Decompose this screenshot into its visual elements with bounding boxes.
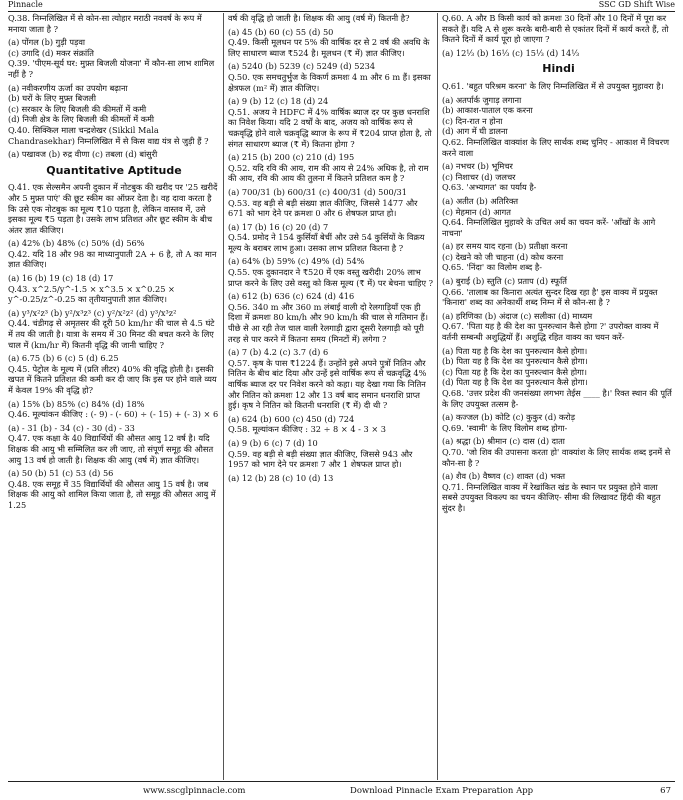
question-text: Q.51. अजय ने HDFC में 4% वार्षिक ब्याज दर पर कुछ धनराशि का निवेश किया। यदि 2 वर्षों के बाद, अजय को वार्षिक रूप से चक्रवृद्धि होने वाले चक्रवृद्धि ब्याज के रूप में ₹204 प्राप्त होता है, तो संगत साधारण ब्याज (₹ में) कितना होगा ? bbox=[228, 106, 432, 149]
answer-options: (a) 12⅓ (b) 16⅓ (c) 15⅓ (d) 14⅓ bbox=[442, 47, 580, 58]
answer-options: (a) 6.75 (b) 6 (c) 5 (d) 6.25 bbox=[8, 353, 119, 364]
answer-options: (d) पिता यह है कि देश का पुनरुत्थान कैसे होगा। bbox=[442, 377, 588, 388]
page-header bbox=[8, 0, 675, 10]
question-text: Q.45. पेट्रोल के मूल्य में (प्रति लीटर) 40% की वृद्धि होती है। इसकी खपत में कितने प्रतिशत की कमी कर दी जाए कि इस पर होने वाले व्यय में केवल 19% की वृद्धि हो? bbox=[8, 363, 217, 395]
question-text: Q.62. निम्नलिखित वाक्यांश के लिए सार्थक शब्द चुनिए - आकाश में विचरण करने वाला bbox=[442, 136, 670, 158]
answer-options: (b) घरों के लिए मुफ़्त बिजली bbox=[8, 93, 96, 104]
question-text: Q.61. 'बहुत परिश्रम करना' के लिए निम्नलिखित में से उपयुक्त मुहावरा है। bbox=[442, 80, 664, 91]
answer-options: (a) 16 (b) 19 (c) 18 (d) 17 bbox=[8, 273, 114, 284]
answer-options: (a) 15% (b) 85% (c) 84% (d) 18% bbox=[8, 398, 145, 409]
answer-options: (a) नवीकरणीय ऊर्जा का उपयोग बढ़ाना bbox=[8, 82, 128, 93]
answer-options: (d) निजी क्षेत्र के लिए बिजली की कीमतों में कमी bbox=[8, 114, 155, 125]
question-text: Q.47. एक कक्षा के 40 विद्यार्थियों की औसत आयु 12 वर्ष है। यदि शिक्षक की आयु भी सम्मिलित कर ली जाए, तो संपूर्ण समूह की औसत आयु 13 वर्ष हो जाती है। शिक्षक की आयु (वर्ष में) ज्ञात कीजिए। bbox=[8, 433, 214, 465]
answer-options: (a) 42% (b) 48% (c) 50% (d) 56% bbox=[8, 238, 145, 249]
answer-options: (c) निशाचर (d) जलचर bbox=[442, 171, 516, 182]
question-text: Q.40. सिक्किल माला चन्द्रशेखर (Sikkil Mala Chandrasekhar) निम्नलिखित में से किस वाद्य यंत्र से जुड़ी हैं ? bbox=[8, 124, 209, 146]
answer-options: (a) पिता यह है कि देश का पुनरुत्थान कैसे होगा। bbox=[442, 345, 588, 356]
answer-options: (a) श्रद्धा (b) श्रीमान (c) दास (d) दाता bbox=[442, 436, 565, 447]
header-subtitle: SSC GD Shift Wise bbox=[598, 0, 675, 9]
answer-options: (a) 215 (b) 200 (c) 210 (d) 195 bbox=[228, 152, 355, 163]
answer-options: (b) आकाश-पाताल एक करना bbox=[442, 105, 533, 116]
header-brand: Pinnacle bbox=[8, 0, 43, 9]
answer-options: (a) पोंगल (b) गुड़ी पड़वा bbox=[8, 37, 86, 48]
question-text: Q.44. चंडीगढ़ से अमृतसर की दूरी 50 km/hr की चाल से 4.5 घंटे में तय की जाती है। यात्रा के समय में 30 मिनट की बचत करने के लिए चाल में (km/hr में) कितनी वृद्धि की जानी चाहिए ? bbox=[8, 318, 215, 350]
answer-options: (d) आग में घी डालना bbox=[442, 126, 508, 137]
question-text: Q.49. किसी मूलधन पर 5% की वार्षिक दर से 2 वर्ष की अवधि के लिए साधारण ब्याज ₹524 है। मूलधन (₹ में) ज्ञात कीजिए। bbox=[228, 37, 430, 58]
answer-options: (a) 624 (b) 600 (c) 450 (d) 724 bbox=[228, 413, 355, 424]
answer-options: (a) 50 (b) 51 (c) 53 (d) 56 bbox=[8, 468, 114, 479]
question-text: Q.63. 'अभ्यागत' का पर्याय है- bbox=[442, 182, 537, 193]
answer-options: (a) 612 (b) 636 (c) 624 (d) 416 bbox=[228, 291, 355, 302]
answer-options: (a) हर समय याद रहना (b) प्रतीक्षा करना bbox=[442, 241, 568, 252]
question-text: Q.70. 'जो शिव की उपासना करता हो' वाक्यांश के लिए सार्थक शब्द इनमें से कौन-सा है ? bbox=[442, 446, 671, 468]
answer-options: (c) देखने को जी चाहना (d) कोध करना bbox=[442, 251, 564, 262]
question-text: Q.46. मूल्यांकन कीजिए : (- 9) - (- 60) ÷ (- 15) + (- 3) × 6 bbox=[8, 409, 219, 420]
answer-options: (c) पिता यह है कि देश का पुनरुत्थान कैसे होगा। bbox=[442, 366, 587, 377]
page-footer bbox=[8, 781, 675, 800]
footer-website[interactable]: www.sscglpinnacle.com bbox=[143, 786, 246, 796]
question-text: Q.42. यदि 18 और 98 का माध्यानुपाती 2A + 6 है, तो A का मान ज्ञात कीजिए। bbox=[8, 248, 217, 270]
question-text: Q.71. निम्नलिखित वाक्य में रेखांकित खंड के स्थान पर प्रयुक्त होने वाला सबसे उपयुक्त विकल्प का चयन कीजिए- सीमा की लिखावट हिंदी की बहुत सुंदर है। bbox=[442, 481, 661, 513]
column-middle bbox=[228, 13, 434, 780]
question-text: Q.54. प्रमोद ने 154 कुर्सियाँ बेचीं और उसे 54 कुर्सियों के विक्रय मूल्य के बराबर लाभ हुआ। उसका लाभ प्रतिशत कितना है ? bbox=[228, 232, 425, 253]
footer-app-note: Download Pinnacle Exam Preparation App bbox=[350, 786, 534, 796]
question-text: Q.60. A और B किसी कार्य को क्रमशः 30 दिनों और 10 दिनों में पूरा कर सकते हैं। यदि A से शुरू करके बारी-बारी से एकांतर दिनों में कार्य करते हैं, तो कितने दिनों में कार्य पूरा हो जाएगा ? bbox=[442, 13, 669, 45]
answer-options: (c) मेहमान (d) आगत bbox=[442, 206, 511, 217]
column-left bbox=[8, 13, 220, 780]
question-text: Q.48. एक समूह में 35 विद्यार्थियों की औसत आयु 15 वर्ष है। जब शिक्षक की आयु को शामिल किया जाता है, तो समूह की औसत आयु में 1.25 bbox=[8, 478, 216, 510]
question-text: Q.59. वह बड़ी से बड़ी संख्या ज्ञात कीजिए, जिससे 943 और 1957 को भाग देने पर क्रमशः 7 और 1 शेषफल प्राप्त हो। bbox=[228, 448, 413, 470]
answer-options: (a) कज्जल (b) कोटि (c) कुकुर (d) करोड़ bbox=[442, 412, 576, 423]
section-heading: Quantitative Aptitude bbox=[46, 163, 182, 177]
question-text: Q.39. 'पीएम-सूर्य घर: मुफ़्त बिजली योजना' में कौन-सा लाभ शामिल नहीं है ? bbox=[8, 58, 215, 79]
question-text: Q.57. कृष के पास ₹1224 हैं। उन्होंने इसे अपने पुत्रों नितिन और नितिन के बीच बांट दिया और उन्हें इसे वार्षिक रूप से चक्रवृद्धि 4% वार्षिक ब्याज दर पर निवेश करने को कहा। यह देखा गया कि नितिन और नितिन को क्रमशः 12 और 13 वर्ष बाद समान धनराशि प्राप्त हुई। कृष ने नितिन को कितनी धनराशि (₹ में) दी थी ? bbox=[228, 357, 427, 411]
answer-options: (a) बुराई (b) स्तुति (c) प्रताप (d) स्फूर्ति bbox=[442, 276, 567, 287]
question-text: Q.67. 'पिता यह है की देश का पुनरुत्थान कैसे होगा ?' उपरोक्त वाक्य में वर्तनी सम्बन्धी अशुद्धियों हैं। अशुद्धि रहित वाक्य का चयन करें- bbox=[442, 321, 659, 343]
answer-options: (a) 17 (b) 16 (c) 20 (d) 7 bbox=[228, 221, 329, 232]
column-divider bbox=[223, 13, 224, 780]
answer-options: (a) पखावज (b) रुद्र वीणा (c) तबला (d) बांसुरी bbox=[8, 149, 158, 160]
question-text: Q.64. निम्नलिखित मुहावरे के उचित अर्थ का चयन करें- 'आँखों के आगे नाचना' bbox=[442, 217, 656, 238]
question-text: Q.41. एक सेल्समैन अपनी दुकान में नोटबुक की खरीद पर '25 खरीदें और 5 मुफ़्त पाएं' की छूट स्कीम का ऑफ़र देता है। वह दावा करता है कि उसे एक नोटबुक का मूल्य ₹10 पड़ता है, लेकिन वास्तव में, उसे इसका मूल्य ₹5 पड़ता है। उसके लाभ प्रतिशत और छूट स्कीम के बीच अंतर ज्ञात कीजिए। bbox=[8, 182, 218, 235]
question-text: Q.50. एक समचतुर्भुज के विकर्ण क्रमशः 4 m और 6 m हैं। इसका क्षेत्रफल (m² में) ज्ञात कीजिए। bbox=[228, 71, 431, 93]
header-divider bbox=[8, 11, 675, 12]
answer-options: (a) y³/x²z³ (b) y²/x³z³ (c) y²/x²z² (d) y³/x³z² bbox=[8, 307, 177, 318]
answer-options: (a) 7 (b) 4.2 (c) 3.7 (d) 6 bbox=[228, 347, 329, 358]
column-right bbox=[442, 13, 675, 780]
question-text: Q.38. निम्नलिखित में से कोन-सा त्योहार मराठी नववर्ष के रूप में मनाया जाता है ? bbox=[8, 13, 202, 34]
answer-options: (c) दिन-रात न होना bbox=[442, 115, 503, 126]
question-text: Q.69. 'स्वामी' के लिए विलोम शब्द होगा- bbox=[442, 422, 568, 433]
page-number: 67 bbox=[660, 786, 671, 796]
answer-options: (a) 64% (b) 59% (c) 49% (d) 54% bbox=[228, 256, 365, 267]
answer-options: (b) पिता यह है कि देश का पुनरुत्थान कैसे होगा। bbox=[442, 356, 588, 367]
answer-options: (a) 12 (b) 28 (c) 10 (d) 13 bbox=[228, 472, 334, 483]
question-text: Q.55. एक दुकानदार ने ₹520 में एक वस्तु खरीदी। 20% लाभ प्राप्त करने के लिए उसे वस्तु को किस मूल्य (₹ में) पर बेचना चाहिए ? bbox=[228, 267, 433, 288]
question-text: Q.58. मूल्यांकन कीजिए : 32 ÷ 8 × 4 - 3 × 3 bbox=[228, 424, 386, 435]
answer-options: (a) अतीत (b) अतिरिक्त bbox=[442, 195, 518, 206]
answer-options: (a) नभचर (b) भूमिचर bbox=[442, 161, 513, 172]
answer-options: (a) हरिणिका (b) अंदाज (c) सलीका (d) माध्यम bbox=[442, 310, 593, 321]
question-text: Q.53. वह बड़ी से बड़ी संख्या ज्ञात कीजिए, जिससे 1477 और 671 को भाग देने पर क्रमशः 0 और 6 शेषफल प्राप्त हो। bbox=[228, 197, 418, 219]
answer-options: (c) सरकार के लिए बिजली की कीमतों में कमी bbox=[8, 103, 147, 114]
answer-options: (a) - 31 (b) - 34 (c) - 30 (d) - 33 bbox=[8, 422, 135, 433]
answer-options: (a) 5240 (b) 5239 (c) 5249 (d) 5234 bbox=[228, 61, 376, 72]
answer-options: (a) 700/31 (b) 600/31 (c) 400/31 (d) 500/31 bbox=[228, 186, 407, 197]
question-text: Q.65. 'निंदा' का विलोम शब्द है- bbox=[442, 262, 542, 273]
answer-options: (a) अतर्पार्क जुगाड़ लगाना bbox=[442, 94, 522, 105]
question-text: वर्ष की वृद्धि हो जाती है। शिक्षक की आयु (वर्ष में) कितनी है? bbox=[228, 13, 410, 23]
section-heading: Hindi bbox=[542, 62, 575, 76]
answer-options: (a) 9 (b) 12 (c) 18 (d) 24 bbox=[228, 96, 329, 107]
question-text: Q.68. 'उत्तर प्रदेश की जनसंख्या लगभग तेईस ____ है।' रिक्त स्थान की पूर्ति के लिए उपयुक्त तत्सम है- bbox=[442, 388, 672, 409]
column-divider bbox=[437, 13, 438, 780]
answer-options: (c) उगादि (d) मकर संक्रांति bbox=[8, 47, 94, 58]
question-text: Q.66. 'तालाब का किनारा अत्यंत सुन्दर दिख रहा है' इस वाक्य में प्रयुक्त 'किनारा' शब्द का अनेकार्थी शब्द निम्न में से कौन-सा है ? bbox=[442, 286, 658, 308]
answer-options: (a) शैव (b) वैष्णव (c) शाक्त (d) भक्त bbox=[442, 471, 566, 482]
answer-options: (a) 45 (b) 60 (c) 55 (d) 50 bbox=[228, 26, 334, 37]
answer-options: (a) 9 (b) 6 (c) 7 (d) 10 bbox=[228, 437, 318, 448]
question-text: Q.56. 340 m और 360 m लंबाई वाली दो रेलगाड़ियाँ एक ही दिशा में क्रमशः 80 km/h और 90 km/h की चाल से गतिमान हैं। पीछे से आ रही तेज चाल वाली रेलगाड़ी द्वारा दूसरी रेलगाड़ी को पूरी तरह से पार करने में कितना समय (मिनटों में) लगेगा ? bbox=[228, 301, 428, 344]
question-text: Q.52. यदि रवि की आय, राम की आय से 24% अधिक है, तो राम की आय, रवि की आय की तुलना में कितने प्रतिशत कम है ? bbox=[228, 162, 429, 184]
question-text: Q.43. x^2.5/y^-1.5 × x^3.5 × x^0.25 × y^-0.25/z^-0.25 का तृतीयानुपाती ज्ञात कीजिए। bbox=[8, 283, 175, 305]
